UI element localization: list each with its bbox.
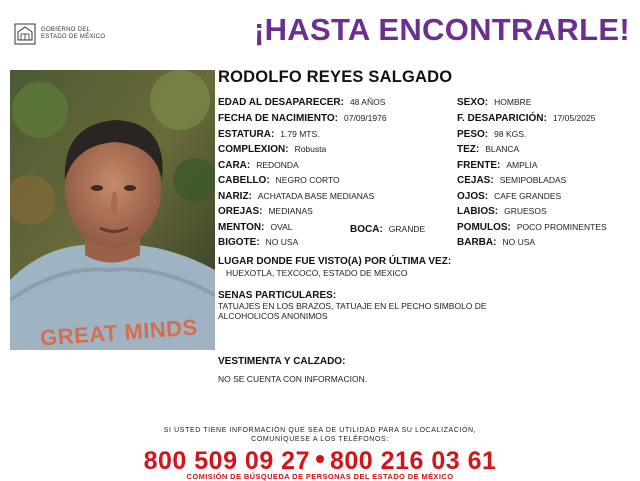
field-barba: BARBA: NO USA: [457, 237, 536, 248]
field-peso: PESO: 98 KGS.: [457, 129, 527, 140]
field-bigote: BIGOTE: NO USA: [218, 237, 299, 248]
field-cabello: CABELLO: NEGRO CORTO: [218, 175, 340, 186]
field-boca: BOCA: GRANDE: [350, 224, 426, 235]
phone-number-1: 800 509 09 27: [143, 447, 310, 475]
field-sexo: SEXO: HOMBRE: [457, 97, 532, 108]
field-frente: FRENTE: AMPLIA: [457, 160, 538, 171]
footer-note-line-1: SI USTED TIENE INFORMACIÓN QUE SEA DE UTILIDAD PARA SU LOCALIZACIÓN,: [163, 427, 477, 434]
field-edad: EDAD AL DESAPARECER: 48 AÑOS: [218, 97, 386, 108]
government-logo: [14, 22, 105, 46]
field-pomulos: POMULOS: POCO PROMINENTES: [457, 222, 607, 233]
phone-number-2: 800 216 03 61: [330, 447, 497, 475]
logo-line-1: GOBIERNO DEL: [41, 27, 91, 33]
shirt-print-text: GREAT MINDS: [39, 314, 199, 350]
footer-note-line-2: COMUNÍQUESE A LOS TELÉFONOS:: [251, 436, 389, 443]
field-estatura: ESTATURA: 1.79 MTS.: [218, 129, 320, 140]
clothing-title: VESTIMENTA Y CALZADO:: [218, 356, 346, 367]
missing-person-photo: [10, 70, 215, 350]
field-orejas: OREJAS: MEDIANAS: [218, 206, 313, 217]
field-labios: LABIOS: GRUESOS: [457, 206, 547, 217]
field-fecha-desaparicion: F. DESAPARICIÓN: 17/05/2025: [457, 113, 596, 124]
particulars-title: SENAS PARTICULARES:: [218, 290, 337, 301]
last-seen-value: HUEXOTLA, TEXCOCO, ESTADO DE MEXICO: [226, 268, 408, 278]
last-seen-title: LUGAR DONDE FUE VISTO(A) POR ÚLTIMA VEZ:: [218, 256, 452, 267]
field-nariz: NARIZ: ACHATADA BASE MEDIANAS: [218, 191, 375, 202]
field-complexion: COMPLEXION: Robusta: [218, 144, 327, 155]
headline: ¡HASTA ENCONTRARLE!: [254, 12, 630, 47]
field-cara: CARA: REDONDA: [218, 160, 299, 171]
clothing-value: NO SE CUENTA CON INFORMACION.: [218, 374, 368, 384]
field-ojos: OJOS: CAFE GRANDES: [457, 191, 562, 202]
field-menton: MENTON: OVAL: [218, 222, 293, 233]
state-emblem-icon: [14, 23, 36, 45]
logo-line-2: ESTADO DE MÉXICO: [41, 34, 106, 40]
field-tez: TEZ: BLANCA: [457, 144, 520, 155]
person-name: RODOLFO REYES SALGADO: [218, 68, 453, 86]
particulars-value: TATUAJES EN LOS BRAZOS, TATUAJE EN EL PECHO SIMBOLO DE ALCOHOLICOS ANONIMOS: [218, 301, 487, 321]
field-cejas: CEJAS: SEMIPOBLADAS: [457, 175, 567, 186]
field-fecha-nacimiento: FECHA DE NACIMIENTO: 07/09/1976: [218, 113, 387, 124]
separator-dot-icon: [316, 455, 324, 463]
commission-name: COMISIÓN DE BÚSQUEDA DE PERSONAS DEL ESTADO DE MÉXICO: [186, 472, 454, 481]
